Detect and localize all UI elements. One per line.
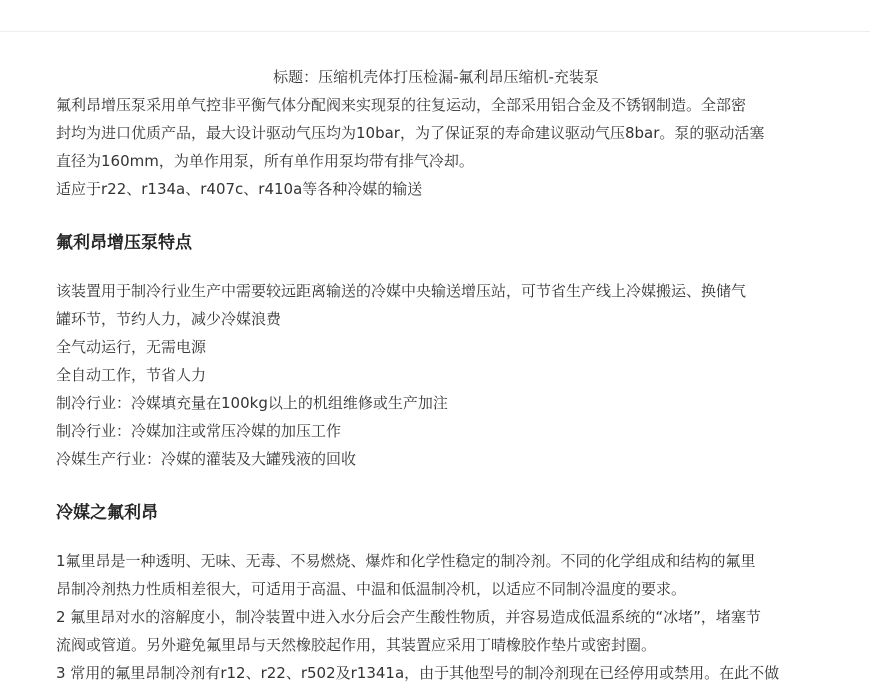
- freon-line: 3 常用的氟里昂制冷剂有r12、r22、r502及r1341a，由于其他型号的制冷剂现在已经停用或禁用。在此不做: [56, 664, 780, 682]
- intro-line: 氟利昂增压泵采用单气控非平衡气体分配阀来实现泵的往复运动，全部采用铝合金及不锈钢制造。全部密: [56, 96, 747, 114]
- intro-line: 直径为160mm，为单作用泵，所有单作用泵均带有排气冷却。: [56, 152, 474, 170]
- freon-line: 流阀或管道。另外避免氟里昂与天然橡胶起作用，其装置应采用丁晴橡胶作垫片或密封圈。: [56, 636, 657, 654]
- section-heading-features: 氟利昂增压泵特点: [56, 233, 192, 253]
- feature-line: 制冷行业：冷媒加注或常压冷媒的加压工作: [56, 422, 342, 440]
- article-title: 标题：压缩机壳体打压检漏-氟利昂压缩机-充装泵: [273, 68, 599, 86]
- intro-line: 封均为进口优质产品，最大设计驱动气压均为10bar，为了保证泵的寿命建议驱动气压8bar。泵的驱动活塞: [56, 124, 765, 142]
- top-divider: [0, 31, 870, 32]
- intro-line: 适应于r22、r134a、r407c、r410a等各种冷媒的输送: [56, 180, 423, 198]
- freon-line: 1氟里昂是一种透明、无味、无毒、不易燃烧、爆炸和化学性稳定的制冷剂。不同的化学组成和结构的氟里: [56, 552, 756, 570]
- article-body: [56, 63, 816, 687]
- feature-line: 罐环节，节约人力，减少冷媒浪费: [56, 310, 282, 328]
- freon-line: 昂制冷剂热力性质相差很大，可适用于高温、中温和低温制冷机，以适应不同制冷温度的要求。: [56, 580, 687, 598]
- feature-line: 该装置用于制冷行业生产中需要较远距离输送的冷媒中央输送增压站，可节省生产线上冷媒搬运、换储气: [56, 282, 747, 300]
- feature-line: 制冷行业：冷媒填充量在100kg以上的机组维修或生产加注: [56, 394, 448, 412]
- feature-line: 冷媒生产行业：冷媒的灌装及大罐残液的回收: [56, 450, 357, 468]
- feature-line: 全气动运行，无需电源: [56, 338, 207, 356]
- section-heading-freon: 冷媒之氟利昂: [56, 503, 158, 523]
- freon-line: 2 氟里昂对水的溶解度小，制冷装置中进入水分后会产生酸性物质，并容易造成低温系统的“冰堵”，堵塞节: [56, 608, 761, 626]
- feature-line: 全自动工作，节省人力: [56, 366, 207, 384]
